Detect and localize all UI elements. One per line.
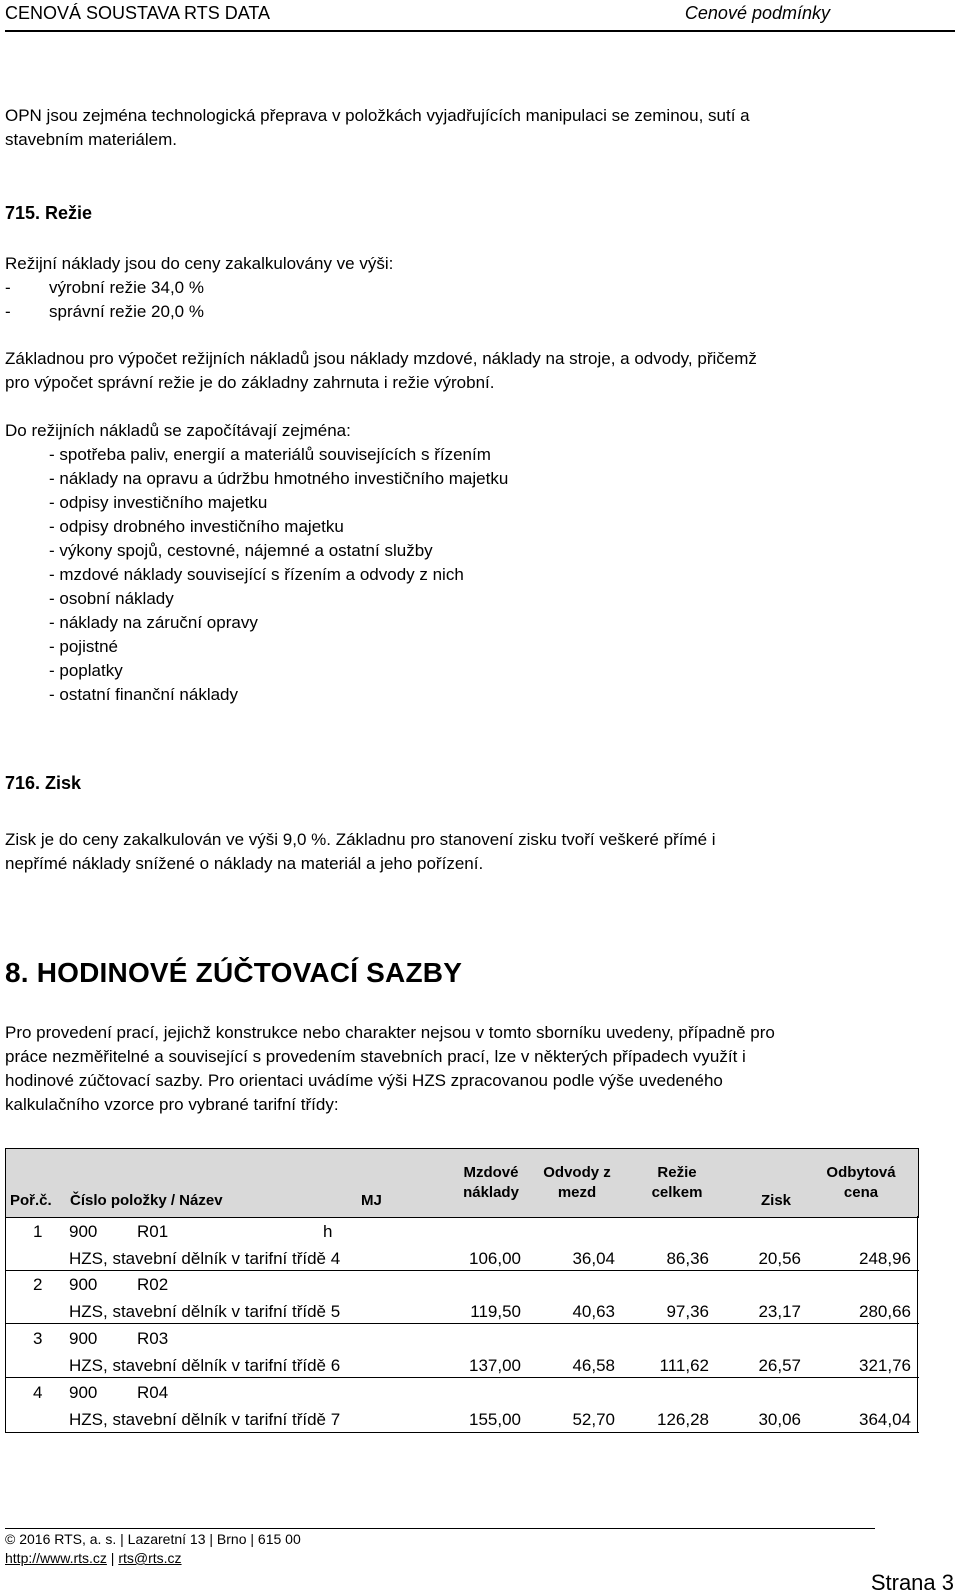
profit-line-2: nepřímé náklady snížené o náklady na materiál a jeho pořízení. [5,854,484,873]
overhead-item-production: - výrobní režie 34,0 % [5,278,204,297]
section-715-lead: Režijní náklady jsou do ceny zakalkulovány ve výši: [5,254,394,273]
intro-line-1: OPN jsou zejména technologická přeprava v položkách vyjadřujících manipulaci se zeminou, sutí a [5,106,750,125]
section-716-title: 716. Zisk [5,773,82,793]
hzs-paragraph-line-4: kalkulačního vzorce pro vybrané tarifní třídy: [5,1095,339,1114]
hzs-paragraph-line-1: Pro provedení prací, jejichž konstrukce nebo charakter nejsou v tomto sborníku uvedeny, případně pro [5,1023,775,1042]
section-715-title: 715. Režie [5,203,93,223]
header-title: CENOVÁ SOUSTAVA RTS DATA [5,3,271,23]
column-header-odvody: Odvody z mezd [543,1164,611,1201]
list-item: - náklady na opravu a údržbu hmotného investičního majetku [49,469,509,488]
list-item: - náklady na záruční opravy [49,613,258,632]
column-header-por: Poř.č. [10,1192,52,1209]
footer-contacts: http://www.rts.cz | rts@rts.cz [5,1550,182,1566]
intro-line-2: stavebním materiálem. [5,130,177,149]
email-link[interactable]: rts@rts.cz [118,1550,182,1566]
table-header [5,1148,919,1218]
overhead-item-administrative: - správní režie 20,0 % [5,302,204,321]
section-8-title: 8. HODINOVÉ ZÚČTOVACÍ SAZBY [5,957,463,988]
page-number: Strana 3 [870,1570,954,1595]
website-link[interactable]: http://www.rts.cz [5,1550,107,1566]
list-item: - osobní náklady [49,589,174,608]
hzs-paragraph-line-2: práce nezměřitelné a související s provedením stavebních prací, lze v některých případech využít i [5,1047,746,1066]
column-header-cislo: Číslo položky / Název [70,1192,223,1209]
list-item: - poplatky [49,661,123,680]
list-item: - spotřeba paliv, energií a materiálů souvisejících s řízením [49,445,491,464]
column-header-mj: MJ [361,1192,382,1209]
includes-lead: Do režijních nákladů se započítávají zejména: [5,421,351,440]
column-header-rezie: Režie celkem [651,1164,703,1201]
footer-address: © 2016 RTS, a. s. | Lazaretní 13 | Brno | 615 00 [5,1531,301,1547]
column-header-mzdove: Mzdové náklady [463,1164,519,1201]
list-item: - mzdové náklady související s řízením a odvody z nich [49,565,464,584]
basis-line-2: pro výpočet správní režie je do základny zahrnuta i režie výrobní. [5,373,495,392]
page-header [5,0,955,32]
list-item: - ostatní finanční náklady [49,685,239,704]
column-header-zisk: Zisk [761,1192,792,1209]
list-item: - pojistné [49,637,118,656]
list-item: - odpisy investičního majetku [49,493,268,512]
list-item: - výkony spojů, cestovné, nájemné a ostatní služby [49,541,433,560]
list-item: - odpisy drobného investičního majetku [49,517,344,536]
column-header-cena: Odbytová cena [826,1164,896,1201]
hzs-paragraph-line-3: hodinové zúčtovací sazby. Pro orientaci uvádíme výši HZS zpracovanou podle výše uvedeného [5,1071,723,1090]
header-section: Cenové podmínky [684,3,830,23]
basis-line-1: Základnou pro výpočet režijních nákladů jsou náklady mzdové, náklady na stroje, a odvody, přičemž [5,349,757,368]
footer-divider [5,1528,875,1529]
profit-line-1: Zisk je do ceny zakalkulován ve výši 9,0 %. Základnu pro stanovení zisku tvoří veškeré přímé i [5,830,716,849]
